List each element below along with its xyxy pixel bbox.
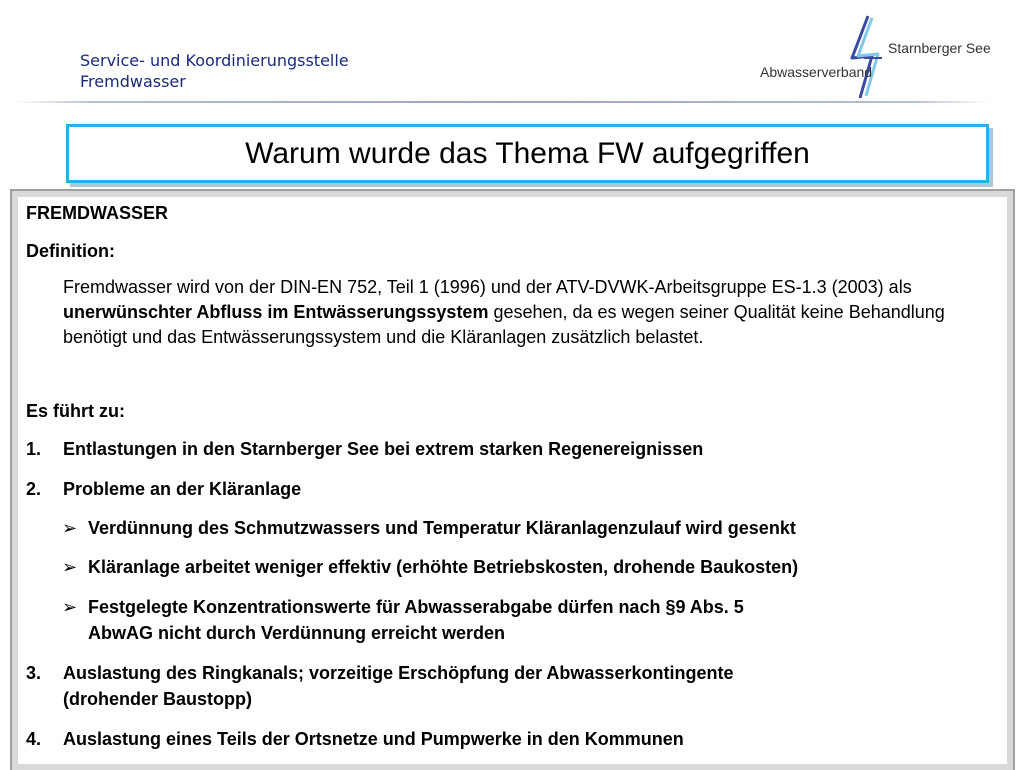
list-item-number: 3. (26, 663, 42, 683)
list-item-number: 1. (26, 439, 42, 459)
logo-bolt-icon (838, 12, 898, 102)
definition-text-emphasis: unerwünschter Abfluss im Entwässerungssystem (63, 302, 489, 322)
leads-to-label: Es führt zu: (26, 401, 125, 421)
logo (760, 12, 1000, 102)
sub-list-item-text-line2: AbwAG nicht durch Verdünnung erreicht werden (88, 623, 506, 643)
arrow-bullet-icon: ➢ (62, 557, 78, 577)
header-divider (14, 101, 990, 103)
definition-text-part2: gesehen, da es wegen seiner Qualität keine Behandlung benötigt und das Entwässerungssystem und die Kläranlagen zusätzlich belastet. (63, 302, 945, 347)
sub-list-item-text: Kläranlage arbeitet weniger effektiv (erhöhte Betriebskosten, drohende Baukosten) (88, 557, 799, 577)
definition-text-part1: Fremdwasser wird von der DIN-EN 752, Teil 1 (1996) und der ATV-DVWK-Arbeitsgruppe ES-1.3 (2003) als (63, 277, 912, 297)
definition-label: Definition: (26, 241, 115, 261)
slide-title: Warum wurde das Thema FW aufgegriffen (245, 136, 810, 170)
organization-title (80, 50, 349, 92)
sub-list-item-text-line1: Festgelegte Konzentrationswerte für Abwasserabgabe dürfen nach §9 Abs. 5 (88, 597, 744, 617)
list-item-text: Entlastungen in den Starnberger See bei extrem starken Regenereignissen (63, 439, 704, 459)
list-item-text: Probleme an der Kläranlage (63, 479, 302, 499)
sub-list-item-text: Verdünnung des Schmutzwassers und Temperatur Kläranlagenzulauf wird gesenkt (88, 518, 796, 538)
list-item-number: 4. (26, 729, 42, 749)
organization-title-line2: Fremdwasser (80, 72, 186, 91)
definition-text (63, 275, 998, 350)
slide-title-box (66, 124, 989, 183)
arrow-bullet-icon: ➢ (62, 518, 78, 538)
list-item-text-line2: (drohender Baustopp) (63, 689, 252, 709)
section-heading: FREMDWASSER (26, 203, 169, 223)
logo-name-abwasserverband: Abwasserverband (760, 64, 873, 80)
list-item-text-line1: Auslastung des Ringkanals; vorzeitige Erschöpfung der Abwasserkontingente (63, 663, 734, 683)
content-panel (10, 189, 1015, 770)
list-item-text: Auslastung eines Teils der Ortsnetze und Pumpwerke in den Kommunen (63, 729, 684, 749)
arrow-bullet-icon: ➢ (62, 597, 78, 617)
organization-title-line1: Service- und Koordinierungsstelle (80, 51, 349, 70)
list-item-number: 2. (26, 479, 42, 499)
logo-name-starnberger-see: Starnberger See (888, 40, 991, 56)
